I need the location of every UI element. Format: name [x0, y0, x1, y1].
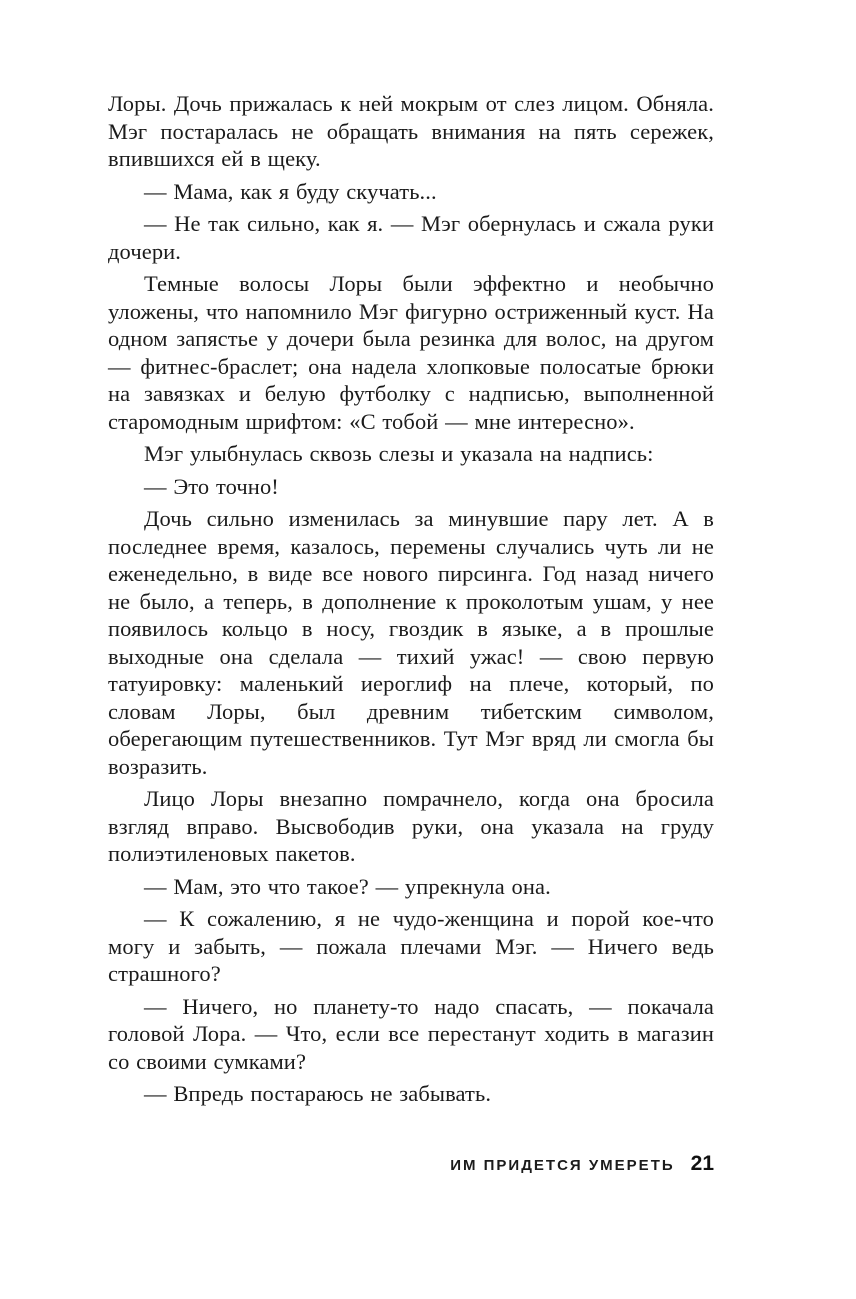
paragraph: — Мам, это что такое? — упрекнула она. — [144, 873, 551, 899]
page-number: 21 — [690, 1152, 714, 1175]
paragraph: — Ничего, но планету-то надо спасать, — покачала головой Лора. — Что, если все перестанут ходить в магазин со своими сумками? — [108, 993, 714, 1074]
paragraph: — Это точно! — [144, 473, 279, 499]
running-title: ИМ ПРИДЕТСЯ УМЕРЕТЬ — [450, 1157, 675, 1174]
paragraph: — Мама, как я буду скучать... — [144, 178, 437, 204]
paragraph: Дочь сильно изменилась за минувшие пару лет. А в последнее время, казалось, перемены случались чуть ли не еженедельно, в виде все нового пирсинга. Год назад ничего не было, а теперь, в дополнение к проколотым ушам, у нее появилось кольцо в носу, гвоздик в языке, а в прошлые выходные она сделала — тихий ужас! — свою первую татуировку: маленький иероглиф на плече, который, по словам Лоры, был древним тибетским символом, оберегающим путешественников. Тут Мэг вряд ли смогла бы возразить. — [108, 506, 714, 779]
paragraph: Лицо Лоры внезапно помрачнело, когда она бросила взгляд вправо. Высвободив руки, она указала на груду полиэтиленовых пакетов. — [108, 786, 714, 866]
paragraph: — К сожалению, я не чудо-женщина и порой кое-что могу и забыть, — пожала плечами Мэг. — Ничего ведь страшного? — [108, 906, 714, 986]
paragraph: — Впредь постараюсь не забывать. — [144, 1081, 492, 1106]
page-footer — [108, 1152, 714, 1176]
paragraph: — Не так сильно, как я. — Мэг обернулась и сжала руки дочери. — [108, 211, 714, 264]
paragraph: Мэг улыбнулась сквозь слезы и указала на надпись: — [144, 441, 654, 466]
paragraph: Лоры. Дочь прижалась к ней мокрым от слез лицом. Обняла. Мэг постаралась не обращать внимания на пять сережек, впившихся ей в щеку. — [108, 91, 714, 171]
paragraph: Темные волосы Лоры были эффектно и необычно уложены, что напомнило Мэг фигурно остриженный куст. На одном запястье у дочери была резинка для волос, на другом — фитнес-браслет; она надела хлопковые полосатые брюки на завязках и белую футболку с надписью, выполненной старомодным шрифтом: «С тобой — мне интересно». — [108, 271, 714, 434]
text-block — [108, 90, 714, 1113]
